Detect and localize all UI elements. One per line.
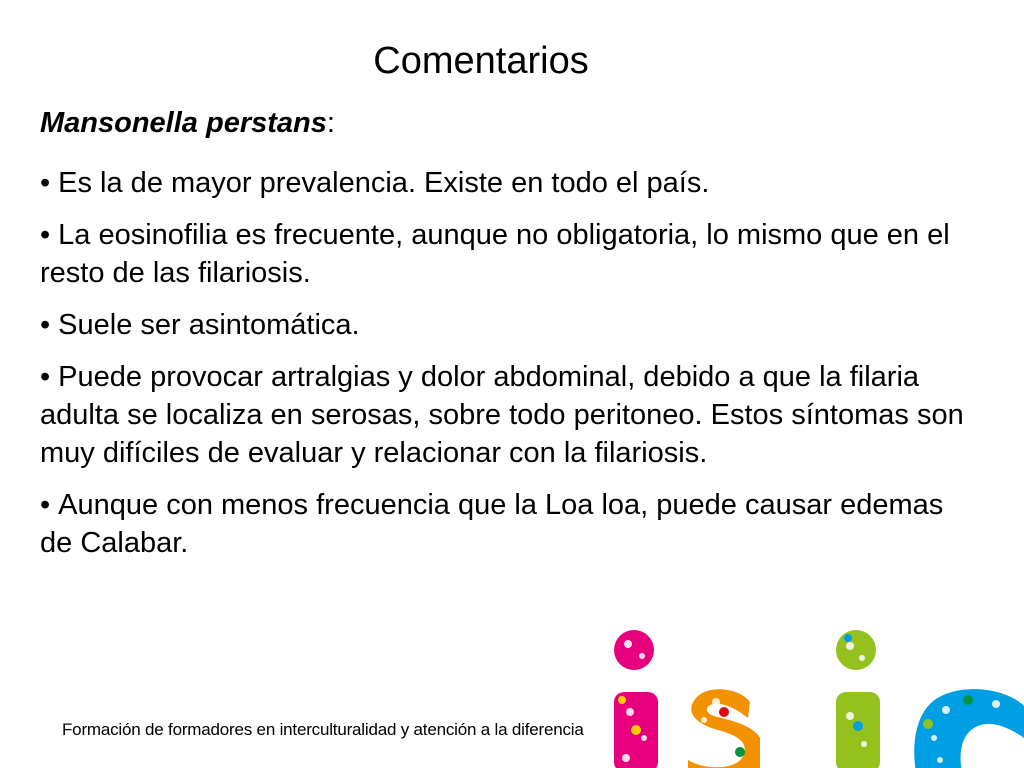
isic-logo bbox=[600, 620, 1024, 768]
footer-caption: Formación de formadores en interculturalidad y atención a la diferencia bbox=[62, 720, 584, 739]
bullet-text: Puede provocar artralgias y dolor abdominal, debido a que la filaria adulta se localiza en serosas, sobre todo peritoneo. Estos síntomas son muy difíciles de evaluar y relacionar con la filariosis. bbox=[40, 361, 964, 469]
bullet-text: Suele ser asintomática. bbox=[58, 309, 360, 341]
logo-letter-s bbox=[688, 689, 760, 768]
species-heading bbox=[40, 104, 335, 142]
bullet-dot: • bbox=[40, 309, 51, 341]
slide-title: Comentarios bbox=[373, 40, 589, 82]
bullet-list bbox=[40, 164, 980, 576]
bullet-dot: • bbox=[40, 361, 51, 393]
bullet-dot: • bbox=[40, 219, 51, 251]
logo-dot bbox=[614, 630, 654, 670]
bullet-dot: • bbox=[40, 489, 51, 521]
bullet-item bbox=[40, 216, 980, 292]
logo-dot bbox=[836, 630, 876, 670]
bullet-text: La eosinofilia es frecuente, aunque no obligatoria, lo mismo que en el resto de las filariosis. bbox=[40, 219, 950, 289]
bullet-item bbox=[40, 486, 980, 562]
bullet-dot: • bbox=[40, 167, 51, 199]
bullet-text: Es la de mayor prevalencia. Existe en todo el país. bbox=[58, 167, 710, 199]
species-name: Mansonella perstans bbox=[40, 107, 327, 139]
bullet-item bbox=[40, 306, 980, 344]
bullet-item bbox=[40, 164, 980, 202]
heading-colon: : bbox=[326, 107, 335, 139]
bullet-item bbox=[40, 358, 980, 472]
bullet-text: Aunque con menos frecuencia que la Loa loa, puede causar edemas de Calabar. bbox=[40, 489, 944, 559]
